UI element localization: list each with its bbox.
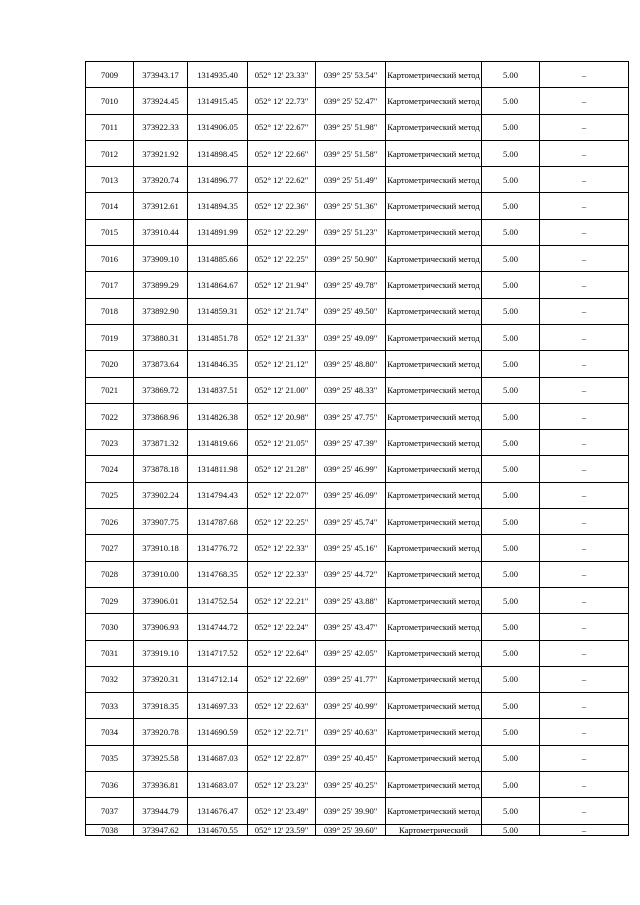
longitude-cell: 039° 25' 40.99" xyxy=(316,693,386,719)
accuracy-cell: 5.00 xyxy=(482,246,540,272)
y-coordinate-cell: 1314885.66 xyxy=(188,246,248,272)
x-coordinate-cell: 373878.18 xyxy=(134,456,188,482)
accuracy-cell: 5.00 xyxy=(482,377,540,403)
latitude-cell: 052° 12' 22.67" xyxy=(248,114,316,140)
table-row xyxy=(86,114,629,140)
latitude-cell: 052° 12' 21.00" xyxy=(248,377,316,403)
table-row xyxy=(86,62,629,88)
table-row xyxy=(86,745,629,771)
x-coordinate-cell: 373920.31 xyxy=(134,666,188,692)
method-cell: Картометрический метод xyxy=(386,482,482,508)
point-number-cell: 7032 xyxy=(86,666,134,692)
y-coordinate-cell: 1314670.55 xyxy=(188,824,248,835)
x-coordinate-cell: 373944.79 xyxy=(134,798,188,824)
table-row xyxy=(86,167,629,193)
note-cell: – xyxy=(540,587,629,613)
y-coordinate-cell: 1314935.40 xyxy=(188,62,248,88)
y-coordinate-cell: 1314896.77 xyxy=(188,167,248,193)
y-coordinate-cell: 1314683.07 xyxy=(188,772,248,798)
point-number-cell: 7021 xyxy=(86,377,134,403)
table-row xyxy=(86,824,629,835)
accuracy-cell: 5.00 xyxy=(482,351,540,377)
method-cell: Картометрический метод xyxy=(386,88,482,114)
y-coordinate-cell: 1314794.43 xyxy=(188,482,248,508)
table-row xyxy=(86,246,629,272)
accuracy-cell: 5.00 xyxy=(482,219,540,245)
y-coordinate-cell: 1314776.72 xyxy=(188,535,248,561)
y-coordinate-cell: 1314915.45 xyxy=(188,88,248,114)
accuracy-cell: 5.00 xyxy=(482,62,540,88)
method-cell: Картометрический метод xyxy=(386,351,482,377)
longitude-cell: 039° 25' 49.78" xyxy=(316,272,386,298)
point-number-cell: 7014 xyxy=(86,193,134,219)
method-cell: Картометрический метод xyxy=(386,272,482,298)
longitude-cell: 039° 25' 48.33" xyxy=(316,377,386,403)
y-coordinate-cell: 1314819.66 xyxy=(188,430,248,456)
table-row xyxy=(86,535,629,561)
method-cell: Картометрический метод xyxy=(386,640,482,666)
note-cell: – xyxy=(540,193,629,219)
table-row xyxy=(86,456,629,482)
latitude-cell: 052° 12' 23.59" xyxy=(248,824,316,835)
note-cell: – xyxy=(540,324,629,350)
latitude-cell: 052° 12' 22.21" xyxy=(248,587,316,613)
point-number-cell: 7030 xyxy=(86,614,134,640)
x-coordinate-cell: 373907.75 xyxy=(134,509,188,535)
x-coordinate-cell: 373936.81 xyxy=(134,772,188,798)
point-number-cell: 7016 xyxy=(86,246,134,272)
accuracy-cell: 5.00 xyxy=(482,772,540,798)
latitude-cell: 052° 12' 22.64" xyxy=(248,640,316,666)
point-number-cell: 7026 xyxy=(86,509,134,535)
y-coordinate-cell: 1314837.51 xyxy=(188,377,248,403)
accuracy-cell: 5.00 xyxy=(482,561,540,587)
note-cell: – xyxy=(540,114,629,140)
method-cell: Картометрический метод xyxy=(386,430,482,456)
note-cell: – xyxy=(540,377,629,403)
x-coordinate-cell: 373943.17 xyxy=(134,62,188,88)
latitude-cell: 052° 12' 22.66" xyxy=(248,140,316,166)
latitude-cell: 052° 12' 23.23" xyxy=(248,772,316,798)
y-coordinate-cell: 1314744.72 xyxy=(188,614,248,640)
note-cell: – xyxy=(540,298,629,324)
table-row xyxy=(86,561,629,587)
accuracy-cell: 5.00 xyxy=(482,535,540,561)
table-row xyxy=(86,88,629,114)
note-cell: – xyxy=(540,745,629,771)
longitude-cell: 039° 25' 41.77" xyxy=(316,666,386,692)
longitude-cell: 039° 25' 52.47" xyxy=(316,88,386,114)
longitude-cell: 039° 25' 51.58" xyxy=(316,140,386,166)
x-coordinate-cell: 373909.10 xyxy=(134,246,188,272)
x-coordinate-cell: 373906.93 xyxy=(134,614,188,640)
method-cell: Картометрический метод xyxy=(386,298,482,324)
table-row xyxy=(86,430,629,456)
point-number-cell: 7029 xyxy=(86,587,134,613)
y-coordinate-cell: 1314891.99 xyxy=(188,219,248,245)
latitude-cell: 052° 12' 22.73" xyxy=(248,88,316,114)
table-row xyxy=(86,719,629,745)
accuracy-cell: 5.00 xyxy=(482,719,540,745)
y-coordinate-cell: 1314846.35 xyxy=(188,351,248,377)
y-coordinate-cell: 1314697.33 xyxy=(188,693,248,719)
x-coordinate-cell: 373920.74 xyxy=(134,167,188,193)
accuracy-cell: 5.00 xyxy=(482,798,540,824)
accuracy-cell: 5.00 xyxy=(482,666,540,692)
accuracy-cell: 5.00 xyxy=(482,403,540,429)
note-cell: – xyxy=(540,351,629,377)
note-cell: – xyxy=(540,88,629,114)
accuracy-cell: 5.00 xyxy=(482,272,540,298)
longitude-cell: 039° 25' 40.63" xyxy=(316,719,386,745)
latitude-cell: 052° 12' 22.36" xyxy=(248,193,316,219)
note-cell: – xyxy=(540,456,629,482)
point-number-cell: 7036 xyxy=(86,772,134,798)
method-cell: Картометрический xyxy=(386,824,482,835)
note-cell: – xyxy=(540,693,629,719)
accuracy-cell: 5.00 xyxy=(482,88,540,114)
accuracy-cell: 5.00 xyxy=(482,193,540,219)
coordinates-table-page xyxy=(85,61,628,836)
point-number-cell: 7017 xyxy=(86,272,134,298)
latitude-cell: 052° 12' 21.28" xyxy=(248,456,316,482)
latitude-cell: 052° 12' 21.05" xyxy=(248,430,316,456)
accuracy-cell: 5.00 xyxy=(482,298,540,324)
y-coordinate-cell: 1314687.03 xyxy=(188,745,248,771)
point-number-cell: 7012 xyxy=(86,140,134,166)
y-coordinate-cell: 1314717.52 xyxy=(188,640,248,666)
method-cell: Картометрический метод xyxy=(386,666,482,692)
coordinates-table-body xyxy=(86,62,629,836)
table-row xyxy=(86,403,629,429)
note-cell: – xyxy=(540,430,629,456)
y-coordinate-cell: 1314906.05 xyxy=(188,114,248,140)
point-number-cell: 7033 xyxy=(86,693,134,719)
longitude-cell: 039° 25' 51.98" xyxy=(316,114,386,140)
y-coordinate-cell: 1314690.59 xyxy=(188,719,248,745)
x-coordinate-cell: 373947.62 xyxy=(134,824,188,835)
x-coordinate-cell: 373892.90 xyxy=(134,298,188,324)
latitude-cell: 052° 12' 22.33" xyxy=(248,561,316,587)
longitude-cell: 039° 25' 49.09" xyxy=(316,324,386,350)
method-cell: Картометрический метод xyxy=(386,798,482,824)
latitude-cell: 052° 12' 22.71" xyxy=(248,719,316,745)
longitude-cell: 039° 25' 45.74" xyxy=(316,509,386,535)
note-cell: – xyxy=(540,272,629,298)
longitude-cell: 039° 25' 47.39" xyxy=(316,430,386,456)
x-coordinate-cell: 373920.78 xyxy=(134,719,188,745)
method-cell: Картометрический метод xyxy=(386,719,482,745)
longitude-cell: 039° 25' 51.36" xyxy=(316,193,386,219)
longitude-cell: 039° 25' 46.09" xyxy=(316,482,386,508)
point-number-cell: 7028 xyxy=(86,561,134,587)
accuracy-cell: 5.00 xyxy=(482,509,540,535)
note-cell: – xyxy=(540,482,629,508)
y-coordinate-cell: 1314768.35 xyxy=(188,561,248,587)
accuracy-cell: 5.00 xyxy=(482,587,540,613)
x-coordinate-cell: 373910.00 xyxy=(134,561,188,587)
table-row xyxy=(86,772,629,798)
point-number-cell: 7009 xyxy=(86,62,134,88)
table-row xyxy=(86,587,629,613)
longitude-cell: 039° 25' 44.72" xyxy=(316,561,386,587)
point-number-cell: 7010 xyxy=(86,88,134,114)
accuracy-cell: 5.00 xyxy=(482,745,540,771)
y-coordinate-cell: 1314894.35 xyxy=(188,193,248,219)
longitude-cell: 039° 25' 40.25" xyxy=(316,772,386,798)
method-cell: Картометрический метод xyxy=(386,772,482,798)
point-number-cell: 7019 xyxy=(86,324,134,350)
note-cell: – xyxy=(540,824,629,835)
x-coordinate-cell: 373899.29 xyxy=(134,272,188,298)
latitude-cell: 052° 12' 21.74" xyxy=(248,298,316,324)
x-coordinate-cell: 373912.61 xyxy=(134,193,188,219)
latitude-cell: 052° 12' 22.33" xyxy=(248,535,316,561)
latitude-cell: 052° 12' 21.94" xyxy=(248,272,316,298)
note-cell: – xyxy=(540,140,629,166)
longitude-cell: 039° 25' 53.54" xyxy=(316,62,386,88)
method-cell: Картометрический метод xyxy=(386,219,482,245)
y-coordinate-cell: 1314752.54 xyxy=(188,587,248,613)
x-coordinate-cell: 373868.96 xyxy=(134,403,188,429)
point-number-cell: 7011 xyxy=(86,114,134,140)
method-cell: Картометрический метод xyxy=(386,324,482,350)
point-number-cell: 7025 xyxy=(86,482,134,508)
note-cell: – xyxy=(540,798,629,824)
longitude-cell: 039° 25' 39.90" xyxy=(316,798,386,824)
note-cell: – xyxy=(540,535,629,561)
y-coordinate-cell: 1314864.67 xyxy=(188,272,248,298)
latitude-cell: 052° 12' 22.25" xyxy=(248,246,316,272)
point-number-cell: 7034 xyxy=(86,719,134,745)
table-row xyxy=(86,324,629,350)
table-row xyxy=(86,614,629,640)
table-row xyxy=(86,219,629,245)
latitude-cell: 052° 12' 23.49" xyxy=(248,798,316,824)
latitude-cell: 052° 12' 22.07" xyxy=(248,482,316,508)
longitude-cell: 039° 25' 50.90" xyxy=(316,246,386,272)
x-coordinate-cell: 373925.58 xyxy=(134,745,188,771)
note-cell: – xyxy=(540,614,629,640)
point-number-cell: 7015 xyxy=(86,219,134,245)
table-row xyxy=(86,193,629,219)
method-cell: Картометрический метод xyxy=(386,377,482,403)
point-number-cell: 7022 xyxy=(86,403,134,429)
table-row xyxy=(86,482,629,508)
table-row xyxy=(86,693,629,719)
method-cell: Картометрический метод xyxy=(386,403,482,429)
method-cell: Картометрический метод xyxy=(386,509,482,535)
latitude-cell: 052° 12' 22.24" xyxy=(248,614,316,640)
table-row xyxy=(86,351,629,377)
point-number-cell: 7031 xyxy=(86,640,134,666)
point-number-cell: 7020 xyxy=(86,351,134,377)
latitude-cell: 052° 12' 21.12" xyxy=(248,351,316,377)
x-coordinate-cell: 373924.45 xyxy=(134,88,188,114)
note-cell: – xyxy=(540,719,629,745)
table-row xyxy=(86,377,629,403)
note-cell: – xyxy=(540,772,629,798)
method-cell: Картометрический метод xyxy=(386,693,482,719)
longitude-cell: 039° 25' 48.80" xyxy=(316,351,386,377)
y-coordinate-cell: 1314851.78 xyxy=(188,324,248,350)
table-row xyxy=(86,509,629,535)
point-number-cell: 7024 xyxy=(86,456,134,482)
table-row xyxy=(86,140,629,166)
x-coordinate-cell: 373921.92 xyxy=(134,140,188,166)
longitude-cell: 039° 25' 43.88" xyxy=(316,587,386,613)
latitude-cell: 052° 12' 22.63" xyxy=(248,693,316,719)
y-coordinate-cell: 1314811.98 xyxy=(188,456,248,482)
x-coordinate-cell: 373910.18 xyxy=(134,535,188,561)
latitude-cell: 052° 12' 22.87" xyxy=(248,745,316,771)
method-cell: Картометрический метод xyxy=(386,745,482,771)
latitude-cell: 052° 12' 23.33" xyxy=(248,62,316,88)
y-coordinate-cell: 1314676.47 xyxy=(188,798,248,824)
method-cell: Картометрический метод xyxy=(386,114,482,140)
note-cell: – xyxy=(540,62,629,88)
accuracy-cell: 5.00 xyxy=(482,824,540,835)
note-cell: – xyxy=(540,640,629,666)
table-row xyxy=(86,272,629,298)
method-cell: Картометрический метод xyxy=(386,614,482,640)
note-cell: – xyxy=(540,167,629,193)
latitude-cell: 052° 12' 22.29" xyxy=(248,219,316,245)
longitude-cell: 039° 25' 46.99" xyxy=(316,456,386,482)
method-cell: Картометрический метод xyxy=(386,62,482,88)
accuracy-cell: 5.00 xyxy=(482,640,540,666)
longitude-cell: 039° 25' 40.45" xyxy=(316,745,386,771)
y-coordinate-cell: 1314826.38 xyxy=(188,403,248,429)
accuracy-cell: 5.00 xyxy=(482,482,540,508)
point-number-cell: 7037 xyxy=(86,798,134,824)
table-row xyxy=(86,640,629,666)
x-coordinate-cell: 373869.72 xyxy=(134,377,188,403)
x-coordinate-cell: 373918.35 xyxy=(134,693,188,719)
longitude-cell: 039° 25' 43.47" xyxy=(316,614,386,640)
x-coordinate-cell: 373906.01 xyxy=(134,587,188,613)
method-cell: Картометрический метод xyxy=(386,193,482,219)
latitude-cell: 052° 12' 21.33" xyxy=(248,324,316,350)
x-coordinate-cell: 373910.44 xyxy=(134,219,188,245)
longitude-cell: 039° 25' 49.50" xyxy=(316,298,386,324)
y-coordinate-cell: 1314787.68 xyxy=(188,509,248,535)
latitude-cell: 052° 12' 20.98" xyxy=(248,403,316,429)
method-cell: Картометрический метод xyxy=(386,140,482,166)
method-cell: Картометрический метод xyxy=(386,587,482,613)
accuracy-cell: 5.00 xyxy=(482,140,540,166)
point-number-cell: 7013 xyxy=(86,167,134,193)
accuracy-cell: 5.00 xyxy=(482,456,540,482)
accuracy-cell: 5.00 xyxy=(482,614,540,640)
accuracy-cell: 5.00 xyxy=(482,693,540,719)
longitude-cell: 039° 25' 47.75" xyxy=(316,403,386,429)
longitude-cell: 039° 25' 51.23" xyxy=(316,219,386,245)
latitude-cell: 052° 12' 22.25" xyxy=(248,509,316,535)
note-cell: – xyxy=(540,561,629,587)
method-cell: Картометрический метод xyxy=(386,167,482,193)
method-cell: Картометрический метод xyxy=(386,561,482,587)
latitude-cell: 052° 12' 22.62" xyxy=(248,167,316,193)
x-coordinate-cell: 373873.64 xyxy=(134,351,188,377)
table-row xyxy=(86,798,629,824)
x-coordinate-cell: 373922.33 xyxy=(134,114,188,140)
point-number-cell: 7027 xyxy=(86,535,134,561)
note-cell: – xyxy=(540,509,629,535)
y-coordinate-cell: 1314898.45 xyxy=(188,140,248,166)
x-coordinate-cell: 373902.24 xyxy=(134,482,188,508)
note-cell: – xyxy=(540,666,629,692)
x-coordinate-cell: 373919.10 xyxy=(134,640,188,666)
method-cell: Картометрический метод xyxy=(386,246,482,272)
x-coordinate-cell: 373880.31 xyxy=(134,324,188,350)
accuracy-cell: 5.00 xyxy=(482,324,540,350)
note-cell: – xyxy=(540,219,629,245)
point-number-cell: 7035 xyxy=(86,745,134,771)
longitude-cell: 039° 25' 42.05" xyxy=(316,640,386,666)
longitude-cell: 039° 25' 39.60" xyxy=(316,824,386,835)
method-cell: Картометрический метод xyxy=(386,456,482,482)
longitude-cell: 039° 25' 45.16" xyxy=(316,535,386,561)
coordinates-table xyxy=(85,61,629,836)
note-cell: – xyxy=(540,403,629,429)
method-cell: Картометрический метод xyxy=(386,535,482,561)
point-number-cell: 7038 xyxy=(86,824,134,835)
y-coordinate-cell: 1314712.14 xyxy=(188,666,248,692)
longitude-cell: 039° 25' 51.49" xyxy=(316,167,386,193)
accuracy-cell: 5.00 xyxy=(482,430,540,456)
table-row xyxy=(86,666,629,692)
x-coordinate-cell: 373871.32 xyxy=(134,430,188,456)
note-cell: – xyxy=(540,246,629,272)
accuracy-cell: 5.00 xyxy=(482,114,540,140)
table-row xyxy=(86,298,629,324)
y-coordinate-cell: 1314859.31 xyxy=(188,298,248,324)
point-number-cell: 7018 xyxy=(86,298,134,324)
point-number-cell: 7023 xyxy=(86,430,134,456)
latitude-cell: 052° 12' 22.69" xyxy=(248,666,316,692)
accuracy-cell: 5.00 xyxy=(482,167,540,193)
